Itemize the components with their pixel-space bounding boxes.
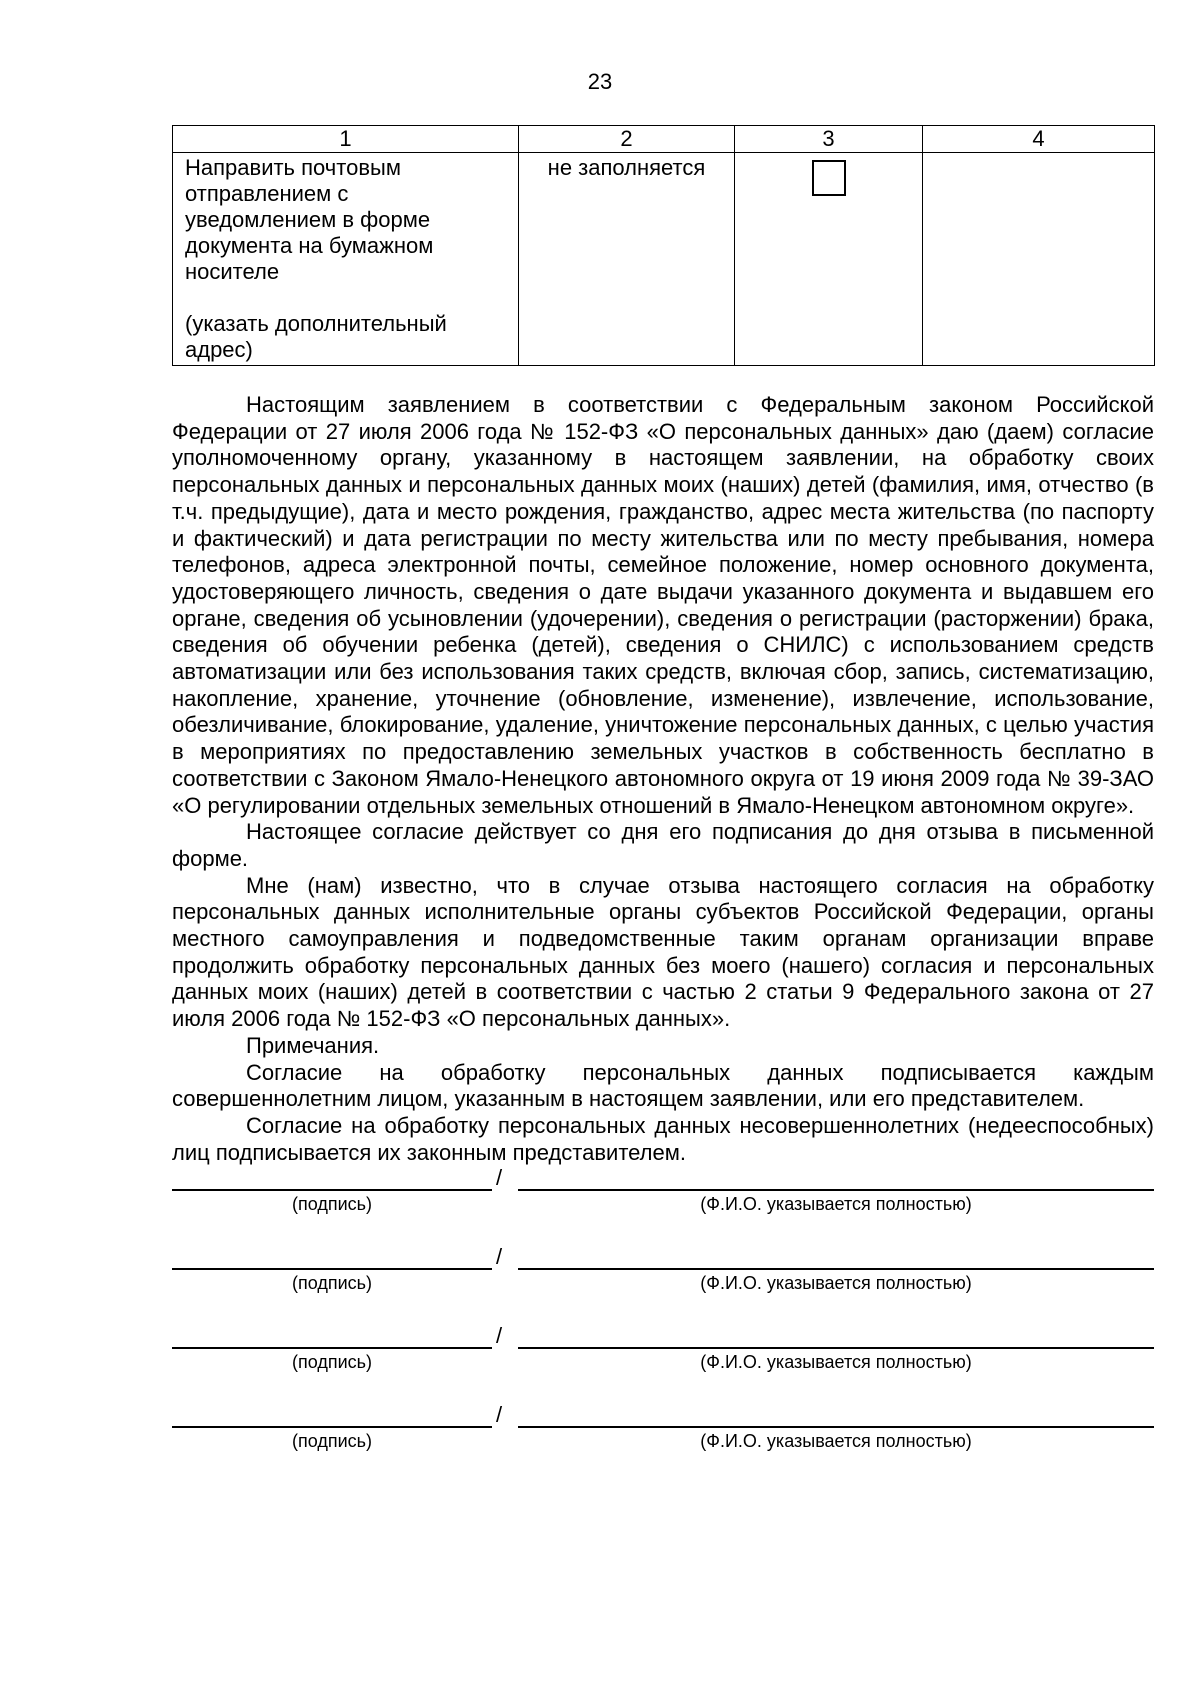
full-name-caption: (Ф.И.О. указывается полностью) [700, 1194, 972, 1214]
note-paragraph: Согласие на обработку персональных данных подписывается каждым совершеннолетним лицом, указанным в настоящем заявлении, или его представителем. [172, 1059, 1154, 1112]
full-name-field[interactable] [518, 1189, 1154, 1191]
notes-heading: Примечания. [246, 1032, 380, 1058]
page-number: 23 [587, 69, 613, 94]
full-name-caption: (Ф.И.О. указывается полностью) [700, 1431, 972, 1451]
delivery-checkbox[interactable] [812, 160, 846, 196]
value-cell: не заполняется [519, 153, 735, 366]
option-text-line: носителе [185, 259, 280, 284]
empty-cell [923, 153, 1155, 366]
spacer [185, 285, 508, 311]
revocation-paragraph: Мне (нам) известно, что в случае отзыва настоящего согласия на обработку персональных данных исполнительные органы субъектов Российской Федерации, органы местного самоуправления и подведомственные таким органам организации вправе продолжить обработку персональных данных без моего (нашего) согласия и персональных данных моих (наших) детей в соответствии с частью 2 статьи 9 Федерального закона от 27 июля 2006 года № 152-ФЗ «О персональных данных». [172, 872, 1154, 1032]
validity-paragraph: Настоящее согласие действует со дня его подписания до дня отзыва в письменной форме. [172, 819, 1154, 871]
delivery-option-cell [173, 153, 519, 366]
option-text-line: Направить почтовым [185, 155, 401, 180]
consent-paragraph: Настоящим заявлением в соответствии с Федеральным законом Российской Федерации от 27 июля 2006 года № 152-ФЗ «О персональных данных» даю (даем) согласие уполномоченному органу, указанному в настоящем заявлении, на обработку своих персональных данных и персональных данных моих (наших) детей (фамилия, имя, отчество (в т.ч. предыдущие), дата и место рождения, гражданство, адрес места жительства (по паспорту и фактический) и дата регистрации по месту жительства или по месту пребывания, номера телефонов, адреса электронной почты, семейное положение, номер основного документа, удостоверяющего личность, сведения о дате выдачи указанного документа и выдавшем его органе, сведения об усыновлении (удочерении), сведения о регистрации (расторжении) брака, сведения об обучении ребенка (детей), сведения о СНИЛС) с использованием средств автоматизации или без использования таких средств, включая сбор, запись, систематизацию, накопление, хранение, уточнение (обновление, изменение), извлечение, использование, обезличивание, блокирование, удаление, уничтожение персональных данных, с целью участия в мероприятиях по предоставлению земельных участков в собственность бесплатно в соответствии с Законом Ямало-Ненецкого автономного округа от 19 июня 2009 года № 39-ЗАО «О регулировании отдельных земельных отношений в Ямало-Ненецком автономном округе». [172, 392, 1154, 818]
signature-caption: (подпись) [291, 1431, 373, 1451]
column-header: 4 [923, 126, 1155, 153]
option-note-line: (указать дополнительный [185, 311, 447, 336]
signature-caption: (подпись) [291, 1273, 373, 1293]
checkbox-cell [735, 153, 923, 366]
column-header: 2 [519, 126, 735, 153]
separator: / [496, 1244, 503, 1269]
option-text-line: отправлением с [185, 181, 349, 206]
note-paragraph: Согласие на обработку персональных данных несовершеннолетних (недееспособных) лиц подписывается их законным представителем. [172, 1112, 1154, 1165]
option-text-line: уведомлением в форме [185, 207, 431, 232]
signature-row [172, 1400, 1154, 1452]
signature-field[interactable] [172, 1268, 492, 1270]
signature-caption: (подпись) [291, 1194, 373, 1214]
consent-text [172, 392, 1154, 1166]
signature-field[interactable] [172, 1426, 492, 1428]
full-name-field[interactable] [518, 1426, 1154, 1428]
full-name-field[interactable] [518, 1347, 1154, 1349]
signature-caption: (подпись) [291, 1352, 373, 1372]
separator: / [496, 1165, 503, 1190]
signature-row [172, 1242, 1154, 1294]
full-name-caption: (Ф.И.О. указывается полностью) [700, 1352, 972, 1372]
full-name-field[interactable] [518, 1268, 1154, 1270]
table-row [173, 153, 1155, 366]
column-header: 3 [735, 126, 923, 153]
signature-row [172, 1163, 1154, 1215]
delivery-method-table [172, 125, 1155, 366]
table-header-row [173, 126, 1155, 153]
full-name-caption: (Ф.И.О. указывается полностью) [700, 1273, 972, 1293]
option-note-line: адрес) [185, 337, 253, 362]
signature-field[interactable] [172, 1347, 492, 1349]
signature-field[interactable] [172, 1189, 492, 1191]
signature-row [172, 1321, 1154, 1373]
separator: / [496, 1402, 503, 1427]
option-text-line: документа на бумажном [185, 233, 434, 258]
separator: / [496, 1323, 503, 1348]
column-header: 1 [173, 126, 519, 153]
